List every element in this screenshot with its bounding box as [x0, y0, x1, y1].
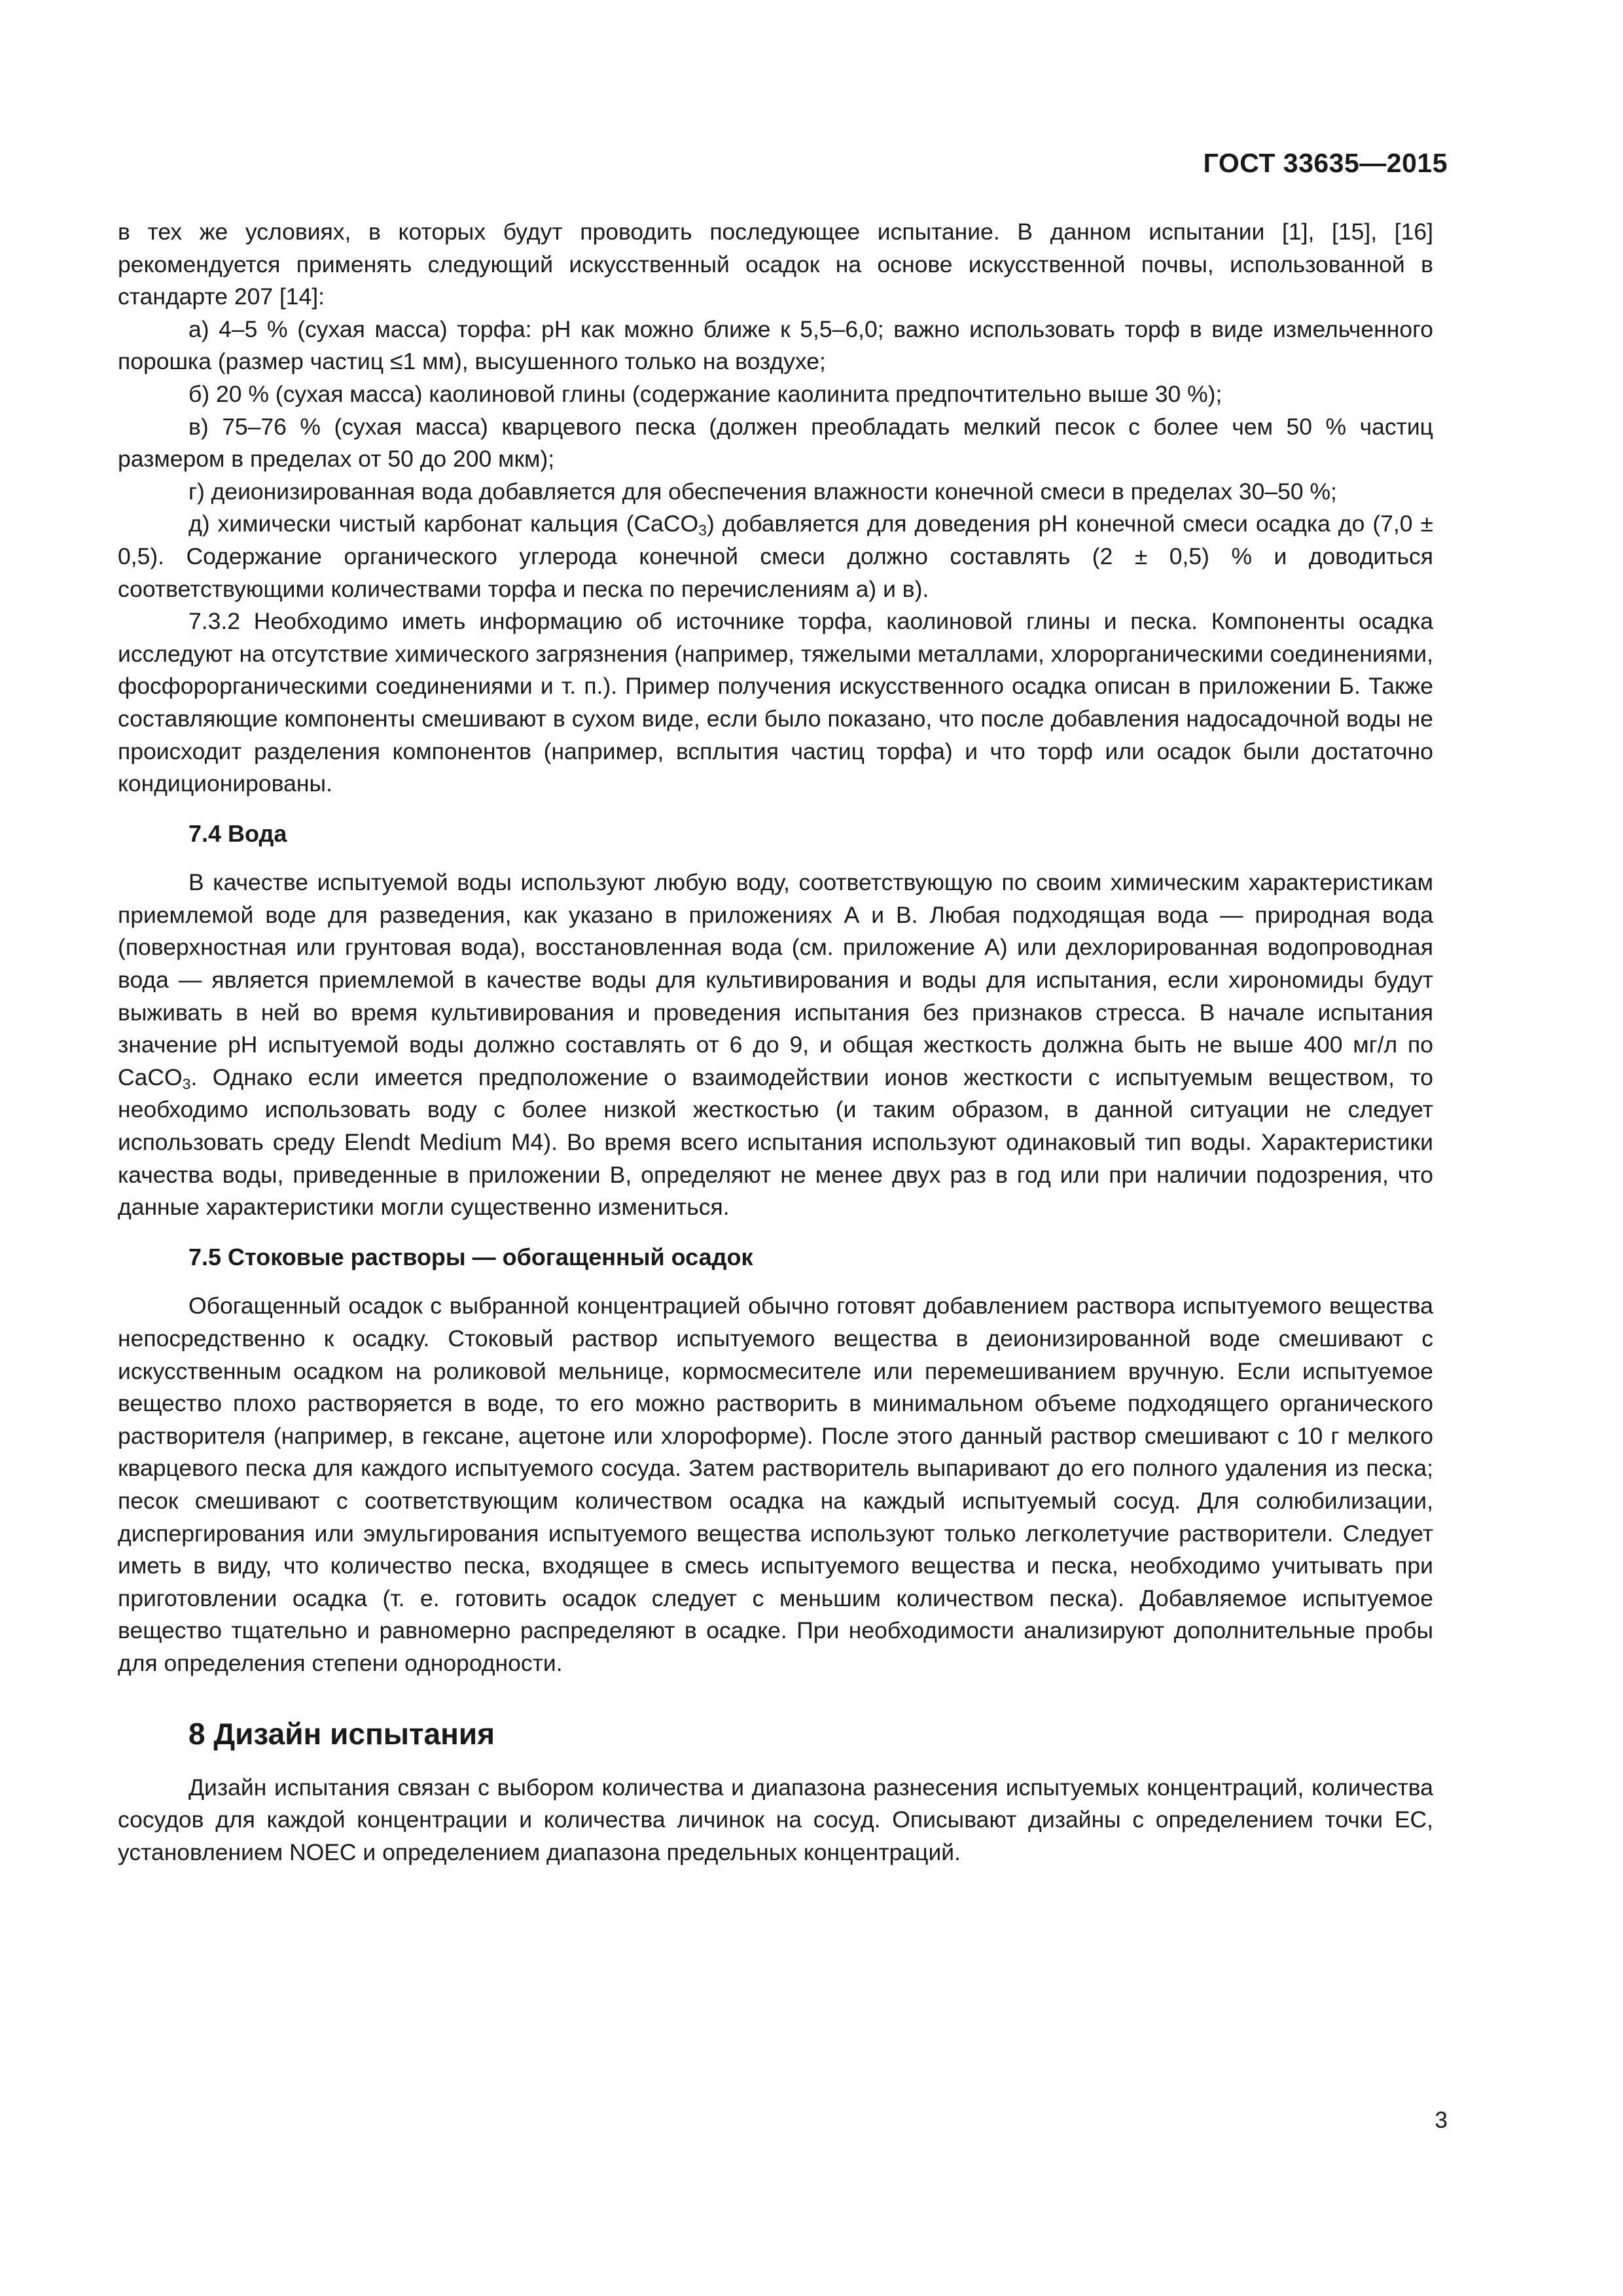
page-number: 3 [1435, 2108, 1448, 2133]
list-item-a: а) 4–5 % (сухая масса) торфа: pH как можно ближе к 5,5–6,0; важно использовать торф в виде измельченного порошка (размер частиц ≤1 мм), высушенного только на воздухе; [118, 315, 1433, 375]
list-item-g: г) деионизированная вода добавляется для обеспечения влажности конечной смеси в пределах 30–50 %; [188, 478, 1337, 505]
paragraph-7-5: Обогащенный осадок с выбранной концентрацией обычно готовят добавлением раствора испытуемого вещества непосредственно к осадку. Стоковый раствор испытуемого вещества в деионизированной воде смешивают с искусственным осадком на роликовой мельнице, кормосмесителе или перемешиванием вручную. Если испытуемое вещество плохо растворяется в воде, то его можно растворить в минимальном объеме подходящего органического растворителя (например, в гексане, ацетоне или хлороформе). После этого данный раствор смешивают с 10 г мелкого кварцевого песка для каждого испытуемого сосуда. Затем растворитель выпаривают до его полного удаления из песка; песок смешивают с соответствующим количеством осадка на каждый испытуемый сосуд. Для солюбилизации, диспергирования или эмульгирования испытуемого вещества используют только легколетучие растворители. Следует иметь в виду, что количество песка, входящее в смесь испытуемого вещества и песка, необходимо учитывать при приготовлении осадка (т. е. готовить осадок следует с меньшим количеством песка). Добавляемое испытуемое вещество тщательно и равномерно распределяют в осадке. При необходимости анализируют дополнительные пробы для определения степени однородности. [118, 1293, 1433, 1676]
page-body [118, 216, 1433, 1869]
paragraph-7-3-2: 7.3.2 Необходимо иметь информацию об источнике торфа, каолиновой глины и песка. Компоненты осадка исследуют на отсутствие химического загрязнения (например, тяжелыми металлами, хлорорганическими соединениями, фосфорорганическими соединениями и т. п.). Пример получения искусственного осадка описан в приложении Б. Также составляющие компоненты смешивают в сухом виде, если было показано, что после добавления надосадочной воды не происходит разделения компонентов (например, всплытия частиц торфа) и что торф или осадок были достаточно кондиционированы. [118, 608, 1433, 797]
subscript: 3 [698, 522, 707, 539]
subscript: 3 [182, 1075, 191, 1092]
paragraph-7-4 [118, 867, 1433, 1224]
paragraph-7-4-end: . Однако если имеется предположение о взаимодействии ионов жесткости с испытуемым веществом, то необходимо использовать воду с более низкой жесткостью (и таким образом, в данной ситуации не следует использовать среду Elendt Medium M4). Во время всего испытания используют одинаковый тип воды. Характеристики качества воды, приведенные в приложении В, определяют не менее двух раз в год или при наличии подозрения, что данные характеристики могли существенно измениться. [118, 1064, 1433, 1221]
paragraph-8: Дизайн испытания связан с выбором количества и диапазона разнесения испытуемых концентраций, количества сосудов для каждой концентрации и количества личинок на сосуд. Описывают дизайны с определением точки ЕС, установлением NOEC и определением диапазона предельных концентраций. [118, 1774, 1433, 1865]
document-code: ГОСТ 33635—2015 [1203, 148, 1448, 178]
list-item-d-end: ) добавляется для доведения pH конечной смеси осадка до (7,0 ± 0,5). Содержание органического углерода конечной смеси должно составлять (2 ± 0,5) % и доводиться соответствующими количествами торфа и песка по перечислениям а) и в). [118, 511, 1433, 602]
heading-8: 8 Дизайн испытания [188, 1716, 495, 1751]
heading-7-4: 7.4 Вода [188, 819, 287, 847]
list-item-d-start: д) химически чистый карбонат кальция (CaCO [188, 511, 699, 537]
heading-7-5: 7.5 Стоковые растворы — обогащенный осадок [188, 1243, 753, 1270]
paragraph-continuation: в тех же условиях, в которых будут проводить последующее испытание. В данном испытании [1], [15], [16] рекомендуется применять следующий искусственный осадок на основе искусственной почвы, использованной в стандарте 207 [14]: [118, 219, 1433, 310]
list-item-b: б) 20 % (сухая масса) каолиновой глины (содержание каолинита предпочтительно выше 30 %); [188, 380, 1222, 407]
list-item-d [118, 508, 1433, 605]
list-item-v: в) 75–76 % (сухая масса) кварцевого песка (должен преобладать мелкий песок с более чем 50 % частиц размером в пределах от 50 до 200 мкм); [118, 413, 1433, 473]
paragraph-7-4-start: В качестве испытуемой воды используют любую воду, соответствующую по своим химическим характеристикам приемлемой воде для разведения, как указано в приложениях А и В. Любая подходящая вода — природная вода (поверхностная или грунтовая вода), восстановленная вода (см. приложение А) или дехлорированная водопроводная вода — является приемлемой в качестве воды для культивирования и воды для испытания, если хирономиды будут выживать в ней во время культивирования и проведения испытания без признаков стресса. В начале испытания значение pH испытуемой воды должно составлять от 6 до 9, и общая жесткость должна быть не выше 400 мг/л по CaCO [118, 869, 1433, 1090]
